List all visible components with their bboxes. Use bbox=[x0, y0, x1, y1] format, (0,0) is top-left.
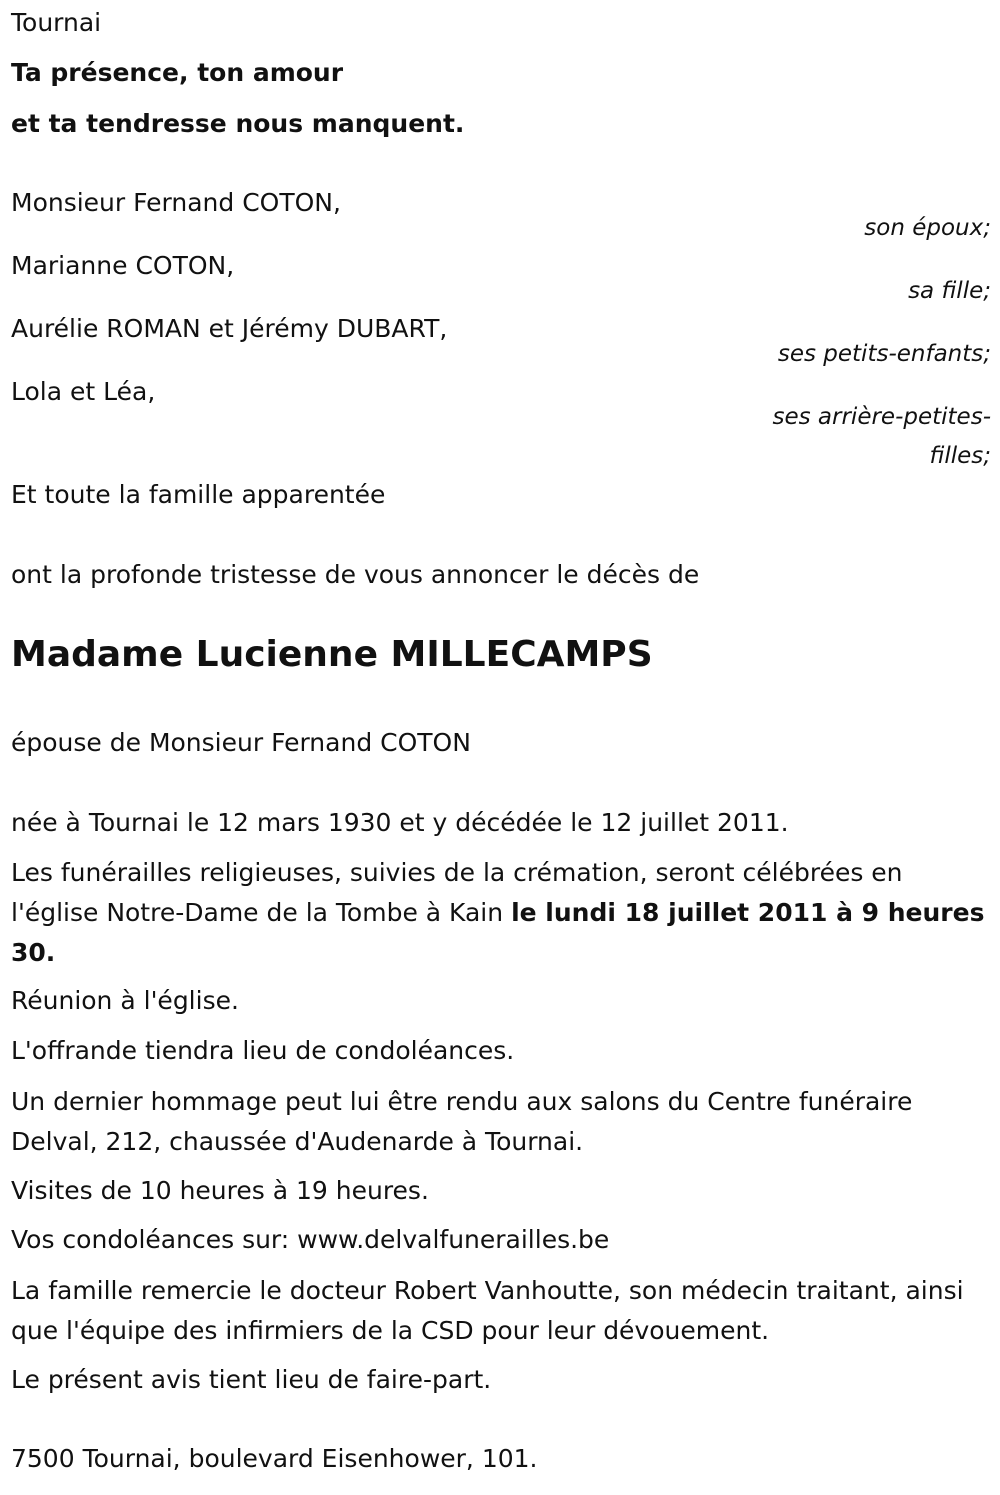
spouse-of: épouse de Monsieur Fernand COTON bbox=[11, 728, 471, 757]
funeral-text: Les funérailles religieuses, suivies de la crémation, seront célébrées en l'église Notre-Dame de la Tombe à Kain bbox=[11, 858, 903, 927]
deceased-name: Madame Lucienne MILLECAMPS bbox=[11, 634, 653, 675]
family-member-relation: son époux; bbox=[864, 215, 991, 241]
offering: L'offrande tiendra lieu de condoléances. bbox=[11, 1036, 515, 1065]
thanks: La famille remercie le docteur Robert Vanhoutte, son médecin traitant, ainsi que l'équipe des infirmiers de la CSD pour leur dévouement. bbox=[11, 1276, 964, 1345]
family-member-relation: ses petits-enfants; bbox=[777, 341, 991, 367]
funeral-date-time: le lundi 18 juillet 2011 à 9 heures 30. bbox=[11, 898, 985, 967]
visits: Visites de 10 heures à 19 heures. bbox=[11, 1176, 429, 1205]
address: 7500 Tournai, boulevard Eisenhower, 101. bbox=[11, 1444, 538, 1473]
family-member-relation: sa fille; bbox=[908, 278, 991, 304]
family-member-relation-continued: filles; bbox=[929, 443, 991, 469]
funeral-paragraph bbox=[11, 853, 991, 973]
notice: Le présent avis tient lieu de faire-part. bbox=[11, 1365, 492, 1394]
location: Tournai bbox=[11, 8, 102, 37]
announcement: ont la profonde tristesse de vous annoncer le décès de bbox=[11, 560, 700, 589]
reunion: Réunion à l'église. bbox=[11, 986, 239, 1015]
family-member-relation: ses arrière-petites- bbox=[772, 404, 991, 430]
extended-family: Et toute la famille apparentée bbox=[11, 480, 386, 509]
family-member-name: Lola et Léa, bbox=[11, 377, 156, 406]
family-member-name: Marianne COTON, bbox=[11, 251, 235, 280]
family-member-name: Monsieur Fernand COTON, bbox=[11, 188, 341, 217]
condolences-online: Vos condoléances sur: www.delvalfunerailles.be bbox=[11, 1225, 610, 1254]
homage: Un dernier hommage peut lui être rendu aux salons du Centre funéraire Delval, 212, chaussée d'Audenarde à Tournai. bbox=[11, 1087, 913, 1156]
family-member-name: Aurélie ROMAN et Jérémy DUBART, bbox=[11, 314, 448, 343]
epitaph-line-1: Ta présence, ton amour bbox=[11, 58, 344, 87]
birth-death: née à Tournai le 12 mars 1930 et y décédée le 12 juillet 2011. bbox=[11, 808, 789, 837]
epitaph-line-2: et ta tendresse nous manquent. bbox=[11, 109, 465, 138]
